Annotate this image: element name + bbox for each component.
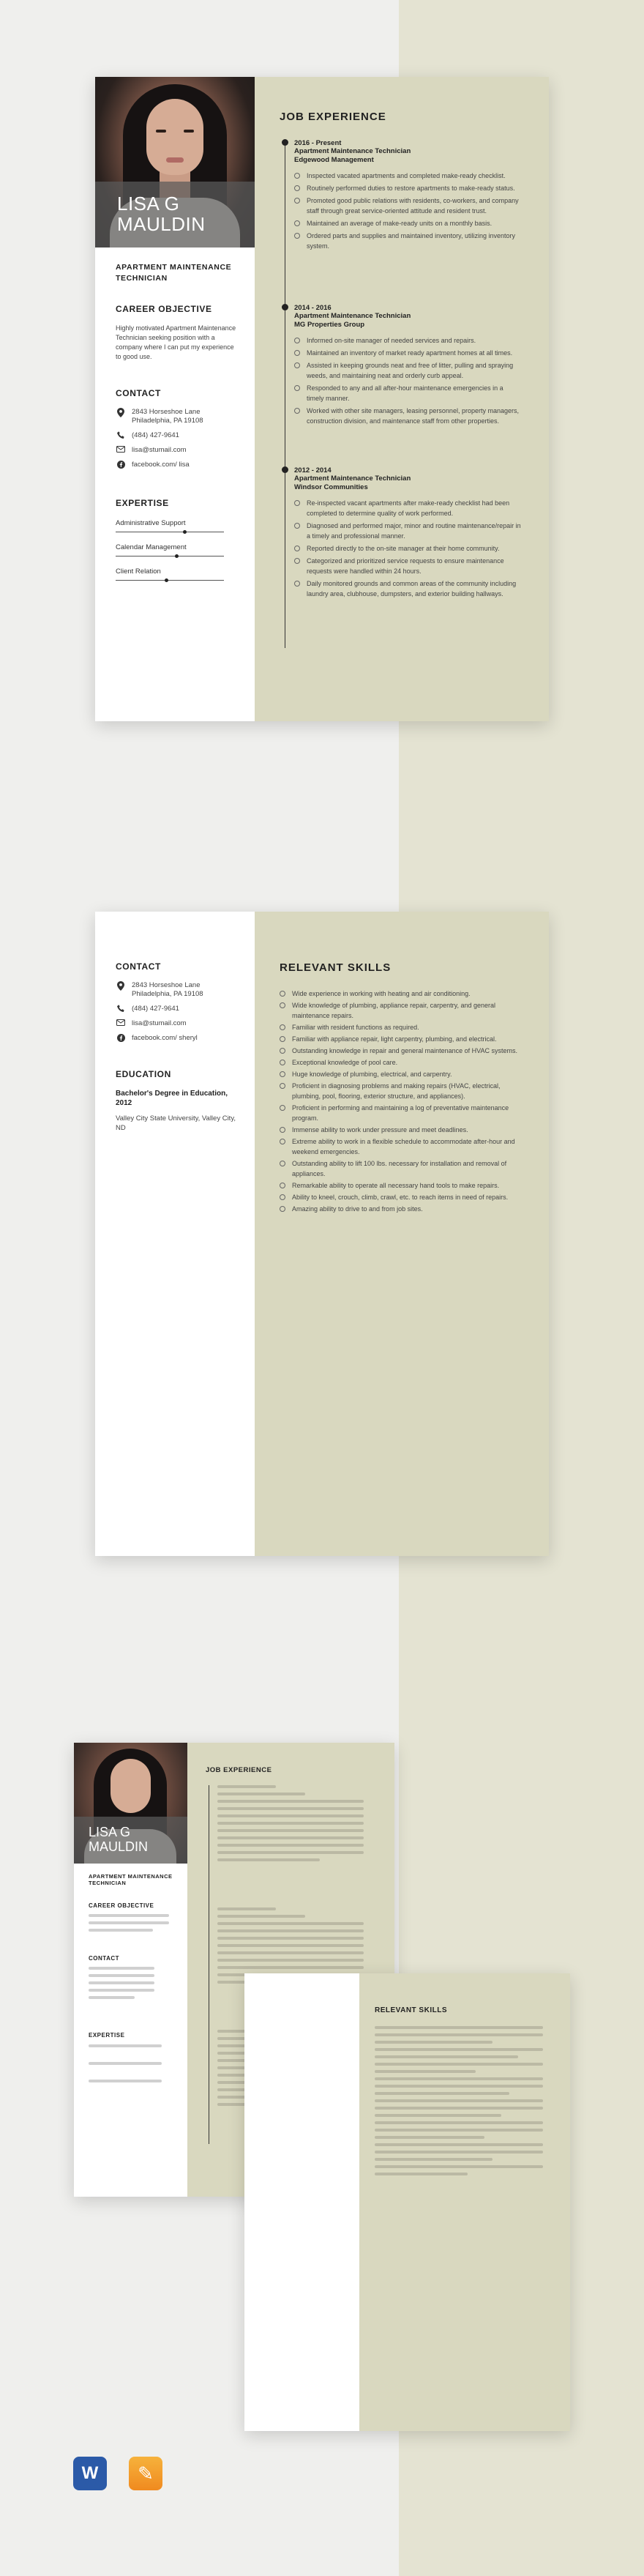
preview-text-lines — [217, 1785, 364, 1866]
skill-item: Outstanding ability to lift 100 lbs. necessary for installation and removal of appliances. — [280, 1158, 528, 1179]
mail-icon — [116, 1019, 126, 1026]
facebook-text[interactable]: facebook.com/ lisa — [132, 461, 190, 469]
contact-address — [116, 981, 240, 999]
skill-item: Wide knowledge of plumbing, appliance repair, carpentry, and general maintenance repairs. — [280, 1000, 528, 1021]
preview-job-experience-title: JOB EXPERIENCE — [206, 1766, 272, 1774]
phone-text: (484) 427-9641 — [132, 1005, 179, 1013]
job-bullets — [294, 335, 521, 426]
skill-item: Proficient in performing and maintaining a log of preventative maintenance program. — [280, 1103, 528, 1123]
expertise-label: Client Relation — [116, 567, 161, 576]
skill-item: Familiar with appliance repair, light carpentry, plumbing, and electrical. — [280, 1034, 528, 1044]
job-bullet: Re-inspected vacant apartments after make-ready checklist had been completed to determine quality of work performed. — [294, 498, 521, 518]
skill-item: Remarkable ability to operate all necessary hand tools to make repairs. — [280, 1180, 528, 1191]
job-period: 2016 - Present — [294, 139, 342, 147]
job-role: Apartment Maintenance Technician — [294, 474, 411, 483]
timeline-dot — [282, 466, 288, 473]
job-bullet: Informed on-site manager of needed services and repairs. — [294, 335, 521, 346]
preview-text-lines — [89, 1914, 169, 1936]
job-bullet: Routinely performed duties to restore apartments to make-ready status. — [294, 183, 521, 193]
job-bullet: Ordered parts and supplies and maintained inventory, utilizing inventory system. — [294, 231, 521, 251]
job-bullet: Responded to any and all after-hour maintenance emergencies in a timely manner. — [294, 383, 521, 403]
timeline-dot — [282, 304, 288, 310]
preview-contact-title: CONTACT — [89, 1955, 120, 1962]
job-entry — [280, 304, 521, 428]
contact-title: CONTACT — [116, 961, 161, 972]
address-line-1: 2843 Horseshoe Lane — [132, 408, 201, 416]
expertise-level-marker — [183, 530, 187, 534]
email-text[interactable]: lisa@stumail.com — [132, 1019, 187, 1027]
phone-icon — [116, 431, 126, 439]
education-degree: Bachelor's Degree in Education, 2012 — [116, 1090, 228, 1107]
job-bullets — [294, 498, 521, 599]
resume-page-1 — [95, 77, 549, 721]
pages-icon-label: ✎ — [138, 2462, 154, 2484]
preview-name-band — [74, 1817, 187, 1864]
job-bullet: Assisted in keeping grounds neat and free of litter, pulling and spraying weeds, and maintaining neat and orderly curb appeal. — [294, 360, 521, 381]
email-text[interactable]: lisa@stumail.com — [132, 446, 187, 454]
job-bullet: Maintained an average of make-ready units on a monthly basis. — [294, 218, 521, 228]
phone-text: (484) 427-9641 — [132, 431, 179, 439]
skill-item: Extreme ability to work in a flexible schedule to accommodate after-hour and weekend emergencies. — [280, 1136, 528, 1157]
skill-item: Huge knowledge of plumbing, electrical, and carpentry. — [280, 1069, 528, 1079]
contact-phone — [116, 1005, 240, 1013]
expertise-level-marker — [175, 554, 179, 558]
address-line-2: Philadelphia, PA 19108 — [132, 417, 203, 425]
contact-address — [116, 408, 240, 425]
expertise-item — [116, 543, 240, 551]
expertise-label: Administrative Support — [116, 519, 186, 527]
resume-page-2 — [95, 912, 549, 1556]
location-pin-icon — [116, 981, 126, 991]
facebook-text[interactable]: facebook.com/ sheryl — [132, 1034, 198, 1042]
skill-item: Exceptional knowledge of pool care. — [280, 1057, 528, 1068]
expertise-list — [116, 519, 240, 576]
skill-item: Ability to kneel, crouch, climb, crawl, etc. to reach items in need of repairs. — [280, 1192, 528, 1202]
expertise-item — [116, 567, 240, 576]
job-title: APARTMENT MAINTENANCE TECHNICIAN — [116, 263, 232, 283]
expertise-bar — [116, 580, 224, 581]
job-bullet: Reported directly to the on-site manager at their home community. — [294, 543, 521, 554]
word-icon-label: W — [81, 2463, 99, 2483]
preview-career-objective-title: CAREER OBJECTIVE — [89, 1902, 154, 1909]
preview-text-lines — [89, 1967, 154, 2003]
timeline-dot — [282, 139, 288, 146]
job-bullet: Promoted good public relations with residents, co-workers, and company staff through great service-oriented attitude and resident trust. — [294, 196, 521, 216]
career-objective-title: CAREER OBJECTIVE — [116, 304, 212, 314]
job-experience-title: JOB EXPERIENCE — [280, 111, 386, 123]
expertise-label: Calendar Management — [116, 543, 187, 551]
location-pin-icon — [116, 408, 126, 417]
expertise-level-marker — [165, 578, 168, 582]
skill-item: Amazing ability to drive to and from job sites. — [280, 1204, 528, 1214]
contact-title: CONTACT — [116, 388, 161, 398]
education-title: EDUCATION — [116, 1069, 171, 1079]
preview-text-lines — [89, 2044, 162, 2087]
pages-icon[interactable] — [129, 2457, 162, 2490]
contact-phone — [116, 431, 240, 440]
education-school: Valley City State University, Valley City, ND — [116, 1114, 236, 1132]
mail-icon — [116, 446, 126, 453]
address-line-1: 2843 Horseshoe Lane — [132, 981, 201, 989]
contact-facebook[interactable] — [116, 1034, 240, 1043]
phone-icon — [116, 1005, 126, 1013]
expertise-item — [116, 519, 240, 527]
preview-last-name: MAULDIN — [89, 1839, 149, 1854]
contact-email[interactable] — [116, 446, 240, 455]
relevant-skills-list — [280, 989, 528, 1216]
job-period: 2014 - 2016 — [294, 304, 332, 312]
last-name: MAULDIN — [117, 213, 206, 235]
skill-item: Outstanding knowledge in repair and general maintenance of HVAC systems. — [280, 1046, 528, 1056]
job-bullet: Categorized and prioritized service requests to ensure maintenance requests were handled within 24 hours. — [294, 556, 521, 576]
job-bullet: Daily monitored grounds and common areas of the community including laundry area, clubhouse, dumpsters, and exterior building hallways. — [294, 578, 521, 599]
preview-relevant-skills-title: RELEVANT SKILLS — [375, 2006, 447, 2014]
job-bullet: Worked with other site managers, leasing personnel, property managers, construction division, and maintenance staff from other properties. — [294, 406, 521, 426]
contact-facebook[interactable] — [116, 461, 240, 469]
expertise-title: EXPERTISE — [116, 498, 169, 508]
word-icon[interactable] — [73, 2457, 107, 2490]
preview-first-name: LISA G — [89, 1825, 131, 1839]
job-role: Apartment Maintenance Technician — [294, 147, 411, 155]
preview-page-2 — [244, 1973, 570, 2431]
skill-item: Familiar with resident functions as required. — [280, 1022, 528, 1032]
job-company: MG Properties Group — [294, 321, 365, 329]
skill-item: Proficient in diagnosing problems and making repairs (HVAC, electrical, plumbing, pool, flooring, exterior structure, and appliances). — [280, 1081, 528, 1101]
job-bullets — [294, 171, 521, 251]
job-role: Apartment Maintenance Technician — [294, 312, 411, 320]
name-band — [95, 182, 255, 247]
preview-job-title: APARTMENT MAINTENANCE TECHNICIAN — [89, 1873, 173, 1886]
job-bullet: Inspected vacated apartments and completed make-ready checklist. — [294, 171, 521, 181]
job-company: Edgewood Management — [294, 156, 374, 164]
job-company: Windsor Communities — [294, 483, 368, 491]
relevant-skills-title: RELEVANT SKILLS — [280, 961, 392, 974]
career-objective-text: Highly motivated Apartment Maintenance Technician seeking position with a company where I can put my experience to good use. — [116, 324, 236, 360]
job-bullet: Maintained an inventory of market ready apartment homes at all times. — [294, 348, 521, 358]
job-entry — [280, 466, 521, 601]
facebook-icon — [116, 1034, 126, 1042]
job-bullet: Diagnosed and performed major, minor and routine maintenance/repair in a timely and professional manner. — [294, 521, 521, 541]
preview-text-lines — [375, 2026, 543, 2180]
skill-item: Wide experience in working with heating and air conditioning. — [280, 989, 528, 999]
preview-expertise-title: EXPERTISE — [89, 2032, 125, 2039]
job-entry — [280, 139, 521, 253]
address-line-2: Philadelphia, PA 19108 — [132, 990, 203, 998]
job-period: 2012 - 2014 — [294, 466, 332, 474]
skill-item: Immense ability to work under pressure and meet deadlines. — [280, 1125, 528, 1135]
facebook-icon — [116, 461, 126, 469]
contact-email[interactable] — [116, 1019, 240, 1028]
first-name: LISA G — [117, 193, 180, 215]
